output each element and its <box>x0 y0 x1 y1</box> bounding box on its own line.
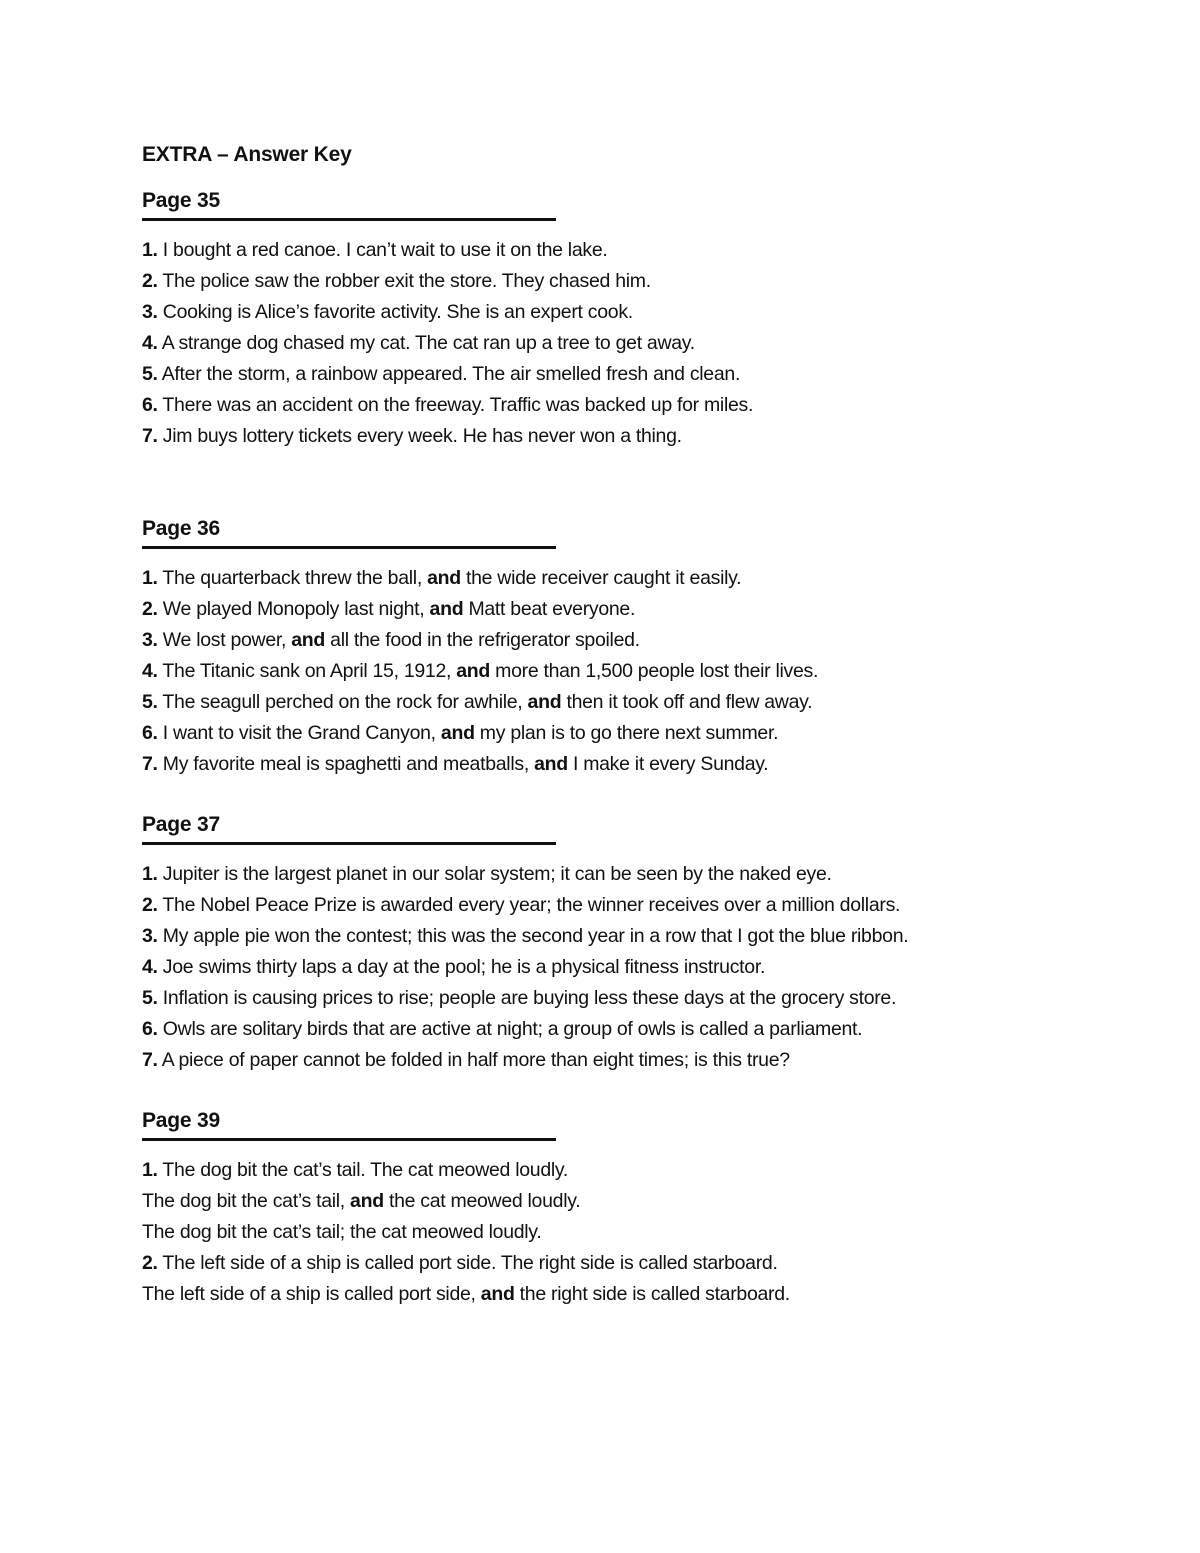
conjunction-highlight: and <box>456 660 491 682</box>
answer-text-continued: my plan is to go there next summer. <box>474 722 779 744</box>
answer-number: 1. <box>142 1159 158 1181</box>
answer-line <box>142 266 1142 297</box>
answer-line <box>142 859 1142 890</box>
answer-line <box>142 328 1142 359</box>
answer-line <box>142 235 1142 266</box>
answer-text: There was an accident on the freeway. Traffic was backed up for miles. <box>157 394 754 416</box>
answer-text: The dog bit the cat’s tail; the cat meowed loudly. <box>142 1221 542 1243</box>
answer-number: 4. <box>142 332 158 354</box>
answer-number: 3. <box>142 301 158 323</box>
answer-line <box>142 687 1142 718</box>
answer-key-page <box>142 140 1142 1310</box>
section-divider <box>142 1138 556 1141</box>
conjunction-highlight: and <box>480 1283 515 1305</box>
answer-number: 7. <box>142 753 158 775</box>
answer-line <box>142 921 1142 952</box>
section-divider <box>142 842 556 845</box>
answer-text-continued: I make it every Sunday. <box>567 753 769 775</box>
section-heading: Page 36 <box>142 517 220 540</box>
answer-line <box>142 1155 1142 1186</box>
answer-number: 2. <box>142 270 158 292</box>
answer-line <box>142 359 1142 390</box>
answer-line <box>142 1045 1142 1076</box>
answer-number: 2. <box>142 598 158 620</box>
answer-line <box>142 983 1142 1014</box>
answer-number: 5. <box>142 691 158 713</box>
answer-text: Owls are solitary birds that are active at night; a group of owls is called a parliament. <box>157 1018 863 1040</box>
answer-line <box>142 421 1142 452</box>
answer-line <box>142 297 1142 328</box>
answer-text: Jupiter is the largest planet in our solar system; it can be seen by the naked eye. <box>157 863 832 885</box>
answer-text-continued: the cat meowed loudly. <box>383 1190 581 1212</box>
answer-text: My favorite meal is spaghetti and meatballs, <box>157 753 535 775</box>
answer-text: The left side of a ship is called port side, <box>142 1283 481 1305</box>
answer-text: We played Monopoly last night, <box>157 598 430 620</box>
answer-line <box>142 1279 1142 1310</box>
conjunction-highlight: and <box>429 598 464 620</box>
answer-text: Joe swims thirty laps a day at the pool; he is a physical fitness instructor. <box>157 956 766 978</box>
answer-text: A strange dog chased my cat. The cat ran up a tree to get away. <box>157 332 695 354</box>
answer-line <box>142 563 1142 594</box>
answer-number: 1. <box>142 863 158 885</box>
answer-section <box>142 810 1142 1076</box>
section-divider <box>142 546 556 549</box>
answer-line <box>142 1248 1142 1279</box>
answer-number: 5. <box>142 987 158 1009</box>
conjunction-highlight: and <box>291 629 326 651</box>
conjunction-highlight: and <box>440 722 475 744</box>
answer-text: The quarterback threw the ball, <box>157 567 428 589</box>
answer-text: I want to visit the Grand Canyon, <box>157 722 441 744</box>
answer-text: The Nobel Peace Prize is awarded every year; the winner receives over a million dollars. <box>157 894 901 916</box>
answer-text: The seagull perched on the rock for awhile, <box>157 691 528 713</box>
answer-number: 6. <box>142 1018 158 1040</box>
answer-text: Jim buys lottery tickets every week. He has never won a thing. <box>157 425 682 447</box>
answer-text-continued: the right side is called starboard. <box>514 1283 790 1305</box>
answer-line <box>142 1217 1142 1248</box>
answer-line <box>142 625 1142 656</box>
answer-line <box>142 749 1142 780</box>
conjunction-highlight: and <box>427 567 461 589</box>
sections-container <box>142 186 1142 1310</box>
answer-section <box>142 514 1142 780</box>
answer-number: 2. <box>142 894 158 916</box>
answer-text: Inflation is causing prices to rise; people are buying less these days at the grocery store. <box>157 987 897 1009</box>
answer-number: 1. <box>142 239 158 261</box>
answer-text: The police saw the robber exit the store. They chased him. <box>157 270 651 292</box>
document-title: EXTRA – Answer Key <box>142 143 352 166</box>
answer-text: The left side of a ship is called port side. The right side is called starboard. <box>157 1252 778 1274</box>
section-divider <box>142 218 556 221</box>
answer-line <box>142 952 1142 983</box>
conjunction-highlight: and <box>527 691 562 713</box>
section-heading: Page 35 <box>142 189 220 212</box>
answer-text-continued: more than 1,500 people lost their lives. <box>490 660 819 682</box>
answer-text: My apple pie won the contest; this was the second year in a row that I got the blue ribbon. <box>157 925 909 947</box>
answer-line <box>142 1014 1142 1045</box>
answer-line <box>142 594 1142 625</box>
answer-section <box>142 186 1142 452</box>
answer-number: 7. <box>142 425 158 447</box>
answer-text: After the storm, a rainbow appeared. The air smelled fresh and clean. <box>157 363 741 385</box>
answer-text-continued: then it took off and flew away. <box>561 691 813 713</box>
answer-text: The dog bit the cat’s tail. The cat meowed loudly. <box>157 1159 569 1181</box>
answer-number: 1. <box>142 567 158 589</box>
section-heading: Page 37 <box>142 813 220 836</box>
answer-number: 3. <box>142 925 158 947</box>
answer-number: 3. <box>142 629 158 651</box>
answer-number: 6. <box>142 722 158 744</box>
conjunction-highlight: and <box>534 753 568 775</box>
answer-text: The Titanic sank on April 15, 1912, <box>157 660 457 682</box>
answer-section <box>142 1106 1142 1310</box>
answer-line <box>142 890 1142 921</box>
answer-line <box>142 656 1142 687</box>
answer-text-continued: all the food in the refrigerator spoiled. <box>325 629 640 651</box>
answer-text: We lost power, <box>157 629 292 651</box>
answer-text-continued: the wide receiver caught it easily. <box>460 567 742 589</box>
answer-number: 4. <box>142 660 158 682</box>
answer-text-continued: Matt beat everyone. <box>463 598 636 620</box>
answer-number: 5. <box>142 363 158 385</box>
answer-number: 2. <box>142 1252 158 1274</box>
answer-number: 7. <box>142 1049 158 1071</box>
answer-text: I bought a red canoe. I can’t wait to use it on the lake. <box>157 239 608 261</box>
answer-number: 4. <box>142 956 158 978</box>
answer-line <box>142 390 1142 421</box>
answer-line <box>142 718 1142 749</box>
answer-line <box>142 1186 1142 1217</box>
answer-text: Cooking is Alice’s favorite activity. She is an expert cook. <box>157 301 633 323</box>
conjunction-highlight: and <box>350 1190 384 1212</box>
answer-number: 6. <box>142 394 158 416</box>
answer-text: A piece of paper cannot be folded in half more than eight times; is this true? <box>157 1049 790 1071</box>
section-heading: Page 39 <box>142 1109 220 1132</box>
answer-text: The dog bit the cat’s tail, <box>142 1190 351 1212</box>
